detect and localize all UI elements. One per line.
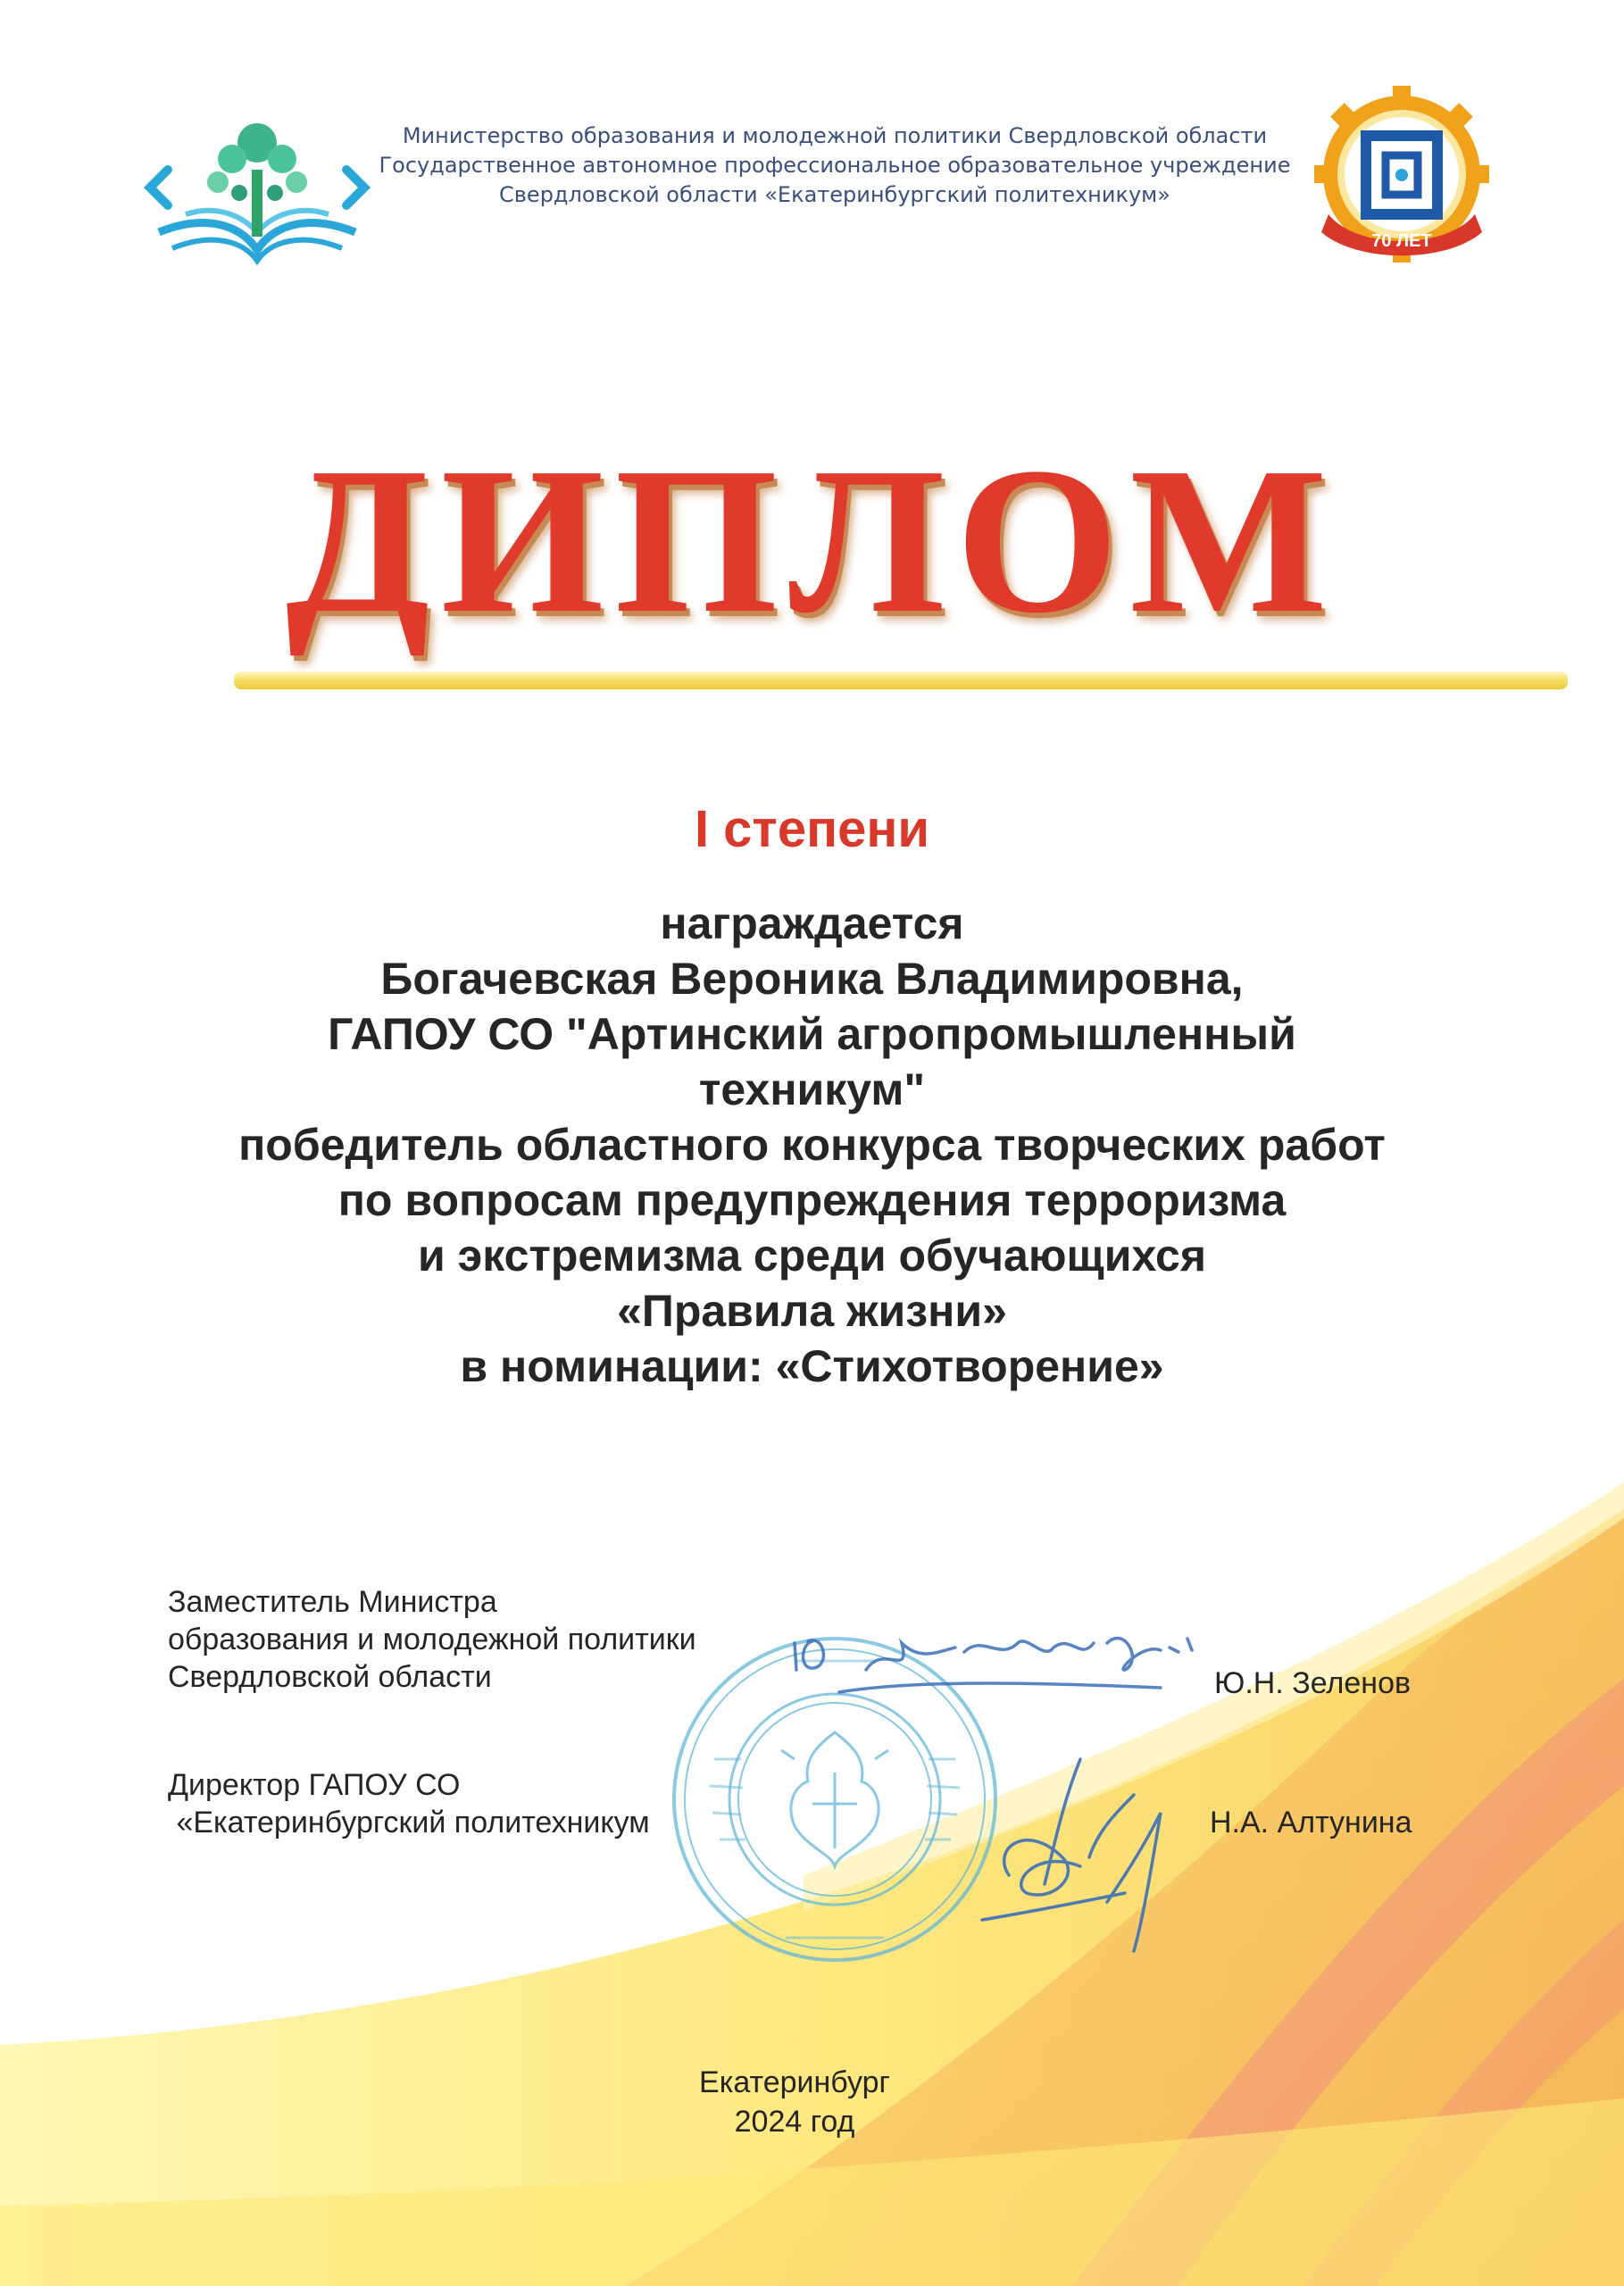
org-line-institution-name: Свердловской области «Екатеринбургский политехникум» (499, 182, 1170, 207)
nomination: в номинации: «Стихотворение» (460, 1341, 1164, 1391)
signatory-1-name: Ю.Н. Зеленов (1214, 1666, 1412, 1700)
award-line: и экстремизма среди обучающихся (417, 1231, 1207, 1281)
signatory-2-position-line: Директор ГАПОУ СО (168, 1768, 461, 1802)
award-line: техникум" (698, 1064, 926, 1114)
signatory-2-position (168, 1766, 650, 1841)
award-line: по вопросам предупреждения терроризма (337, 1175, 1287, 1225)
gear-emblem-70-years-icon (1303, 80, 1500, 277)
title-underline-band (234, 672, 1568, 689)
organization-header (366, 121, 1303, 210)
contest-name: «Правила жизни» (617, 1286, 1007, 1336)
footer-place-date (0, 2063, 1589, 2141)
signature-altunina-handwriting (955, 1750, 1223, 1956)
award-text-block (89, 896, 1535, 1394)
signatory-2-position-line: «Екатеринбургский политехникум (168, 1806, 650, 1840)
award-line: победитель областного конкурса творческих работ (238, 1120, 1386, 1170)
diploma-title: ДИПЛОМ (286, 424, 1338, 656)
org-line-ministry: Министерство образования и молодежной политики Свердловской области (402, 123, 1268, 148)
award-line: награждается (660, 898, 964, 948)
signatory-1-position (168, 1583, 696, 1696)
signatory-1-position-line: Свердловской области (168, 1660, 492, 1694)
signatory-1-position-line: образования и молодежной политики (168, 1623, 696, 1656)
footer-city: Екатеринбург (699, 2065, 890, 2099)
footer-year: 2024 год (734, 2105, 855, 2139)
tree-book-logo-icon (132, 107, 382, 268)
award-line: ГАПОУ СО "Артинский агропромышленный (328, 1009, 1296, 1059)
signatory-1-position-line: Заместитель Министра (168, 1585, 497, 1619)
signature-zelenov-handwriting (786, 1607, 1205, 1706)
signatory-2-name: Н.А. Алтунина (1210, 1806, 1412, 1840)
recipient-name: Богачевская Вероника Владимировна, (380, 954, 1244, 1004)
degree-label: I степени (694, 800, 930, 858)
anniversary-badge-text: 70 ЛЕТ (1371, 231, 1432, 251)
org-line-institution-type: Государственное автономное профессиональное образовательное учреждение (379, 153, 1291, 178)
